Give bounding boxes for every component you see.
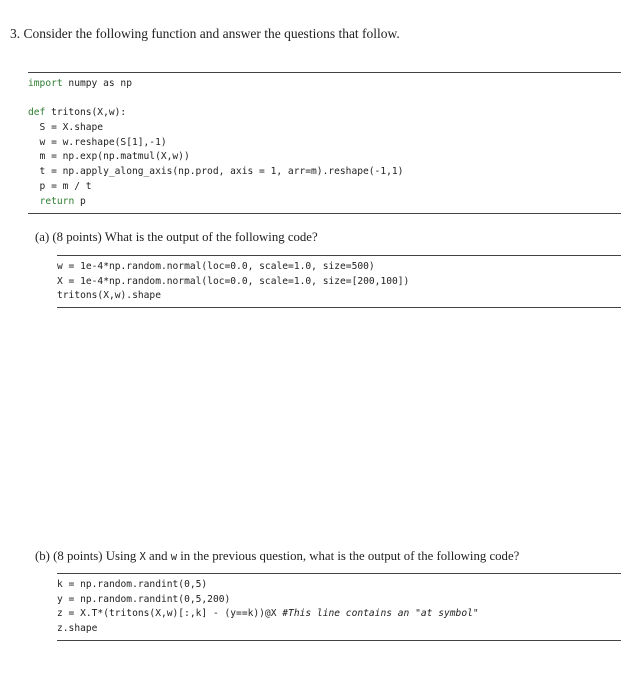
keyword-def: def [28, 107, 46, 119]
part-a-code-line: w = 1e-4*np.random.normal(loc=0.0, scale=1.0, size=500) [57, 261, 375, 272]
part-a-label: (a) (8 points) What is the output of the following code? [35, 230, 318, 244]
part-a-code-line: tritons(X,w).shape [57, 290, 161, 302]
keyword-import: import [28, 78, 63, 89]
part-a-top-rule [57, 255, 621, 256]
code-line-return: return p [39, 195, 86, 207]
part-b-label: (b) (8 points) Using X and w in the previous question, what is the output of the following code? [35, 549, 520, 563]
question-number: 3. [10, 26, 21, 41]
code-line-divide: p = m / t [28, 180, 92, 192]
part-b-code-line: k = np.random.randint(0,5) [57, 579, 208, 590]
code-line-exp: m = np.exp(np.matmul(X,w)) [28, 151, 190, 163]
part-b-code-line: z = X.T*(tritons(X,w)[:,k] - (y==k))@X #This line contains an "at symbol" [57, 608, 479, 620]
code-line-def: def tritons(X,w): [28, 107, 127, 119]
code-line-prod: t = np.apply_along_axis(np.prod, axis = 1, arr=m).reshape(-1,1) [28, 166, 404, 178]
part-b-top-rule [57, 573, 621, 574]
part-a-bottom-rule [57, 307, 621, 308]
question-text: Consider the following function and answer the questions that follow. [23, 26, 400, 41]
part-b-bottom-rule [57, 640, 621, 641]
keyword-return: return [39, 195, 75, 207]
code-line-import: import numpy as np [28, 78, 132, 89]
part-b-code-block [57, 578, 479, 637]
code-line-reshape: w = w.reshape(S[1],-1) [28, 136, 167, 148]
part-a-code-line: X = 1e-4*np.random.normal(loc=0.0, scale=1.0, size=[200,100]) [57, 275, 410, 287]
part-b-code-line: z.shape [57, 623, 98, 635]
question-header [10, 26, 400, 42]
part-a-code-block [57, 260, 409, 304]
code-line-shape: S = X.shape [28, 122, 104, 134]
main-code-top-rule [28, 72, 621, 73]
main-code-block [28, 77, 403, 209]
part-b-var-w: w [170, 551, 178, 563]
code-line-blank [28, 92, 403, 107]
code-comment: #This line contains an "at symbol" [282, 608, 479, 620]
part-b-code-line: y = np.random.randint(0,5,200) [57, 593, 231, 605]
part-b-var-x: X [139, 551, 146, 563]
main-code-bottom-rule [28, 213, 621, 214]
